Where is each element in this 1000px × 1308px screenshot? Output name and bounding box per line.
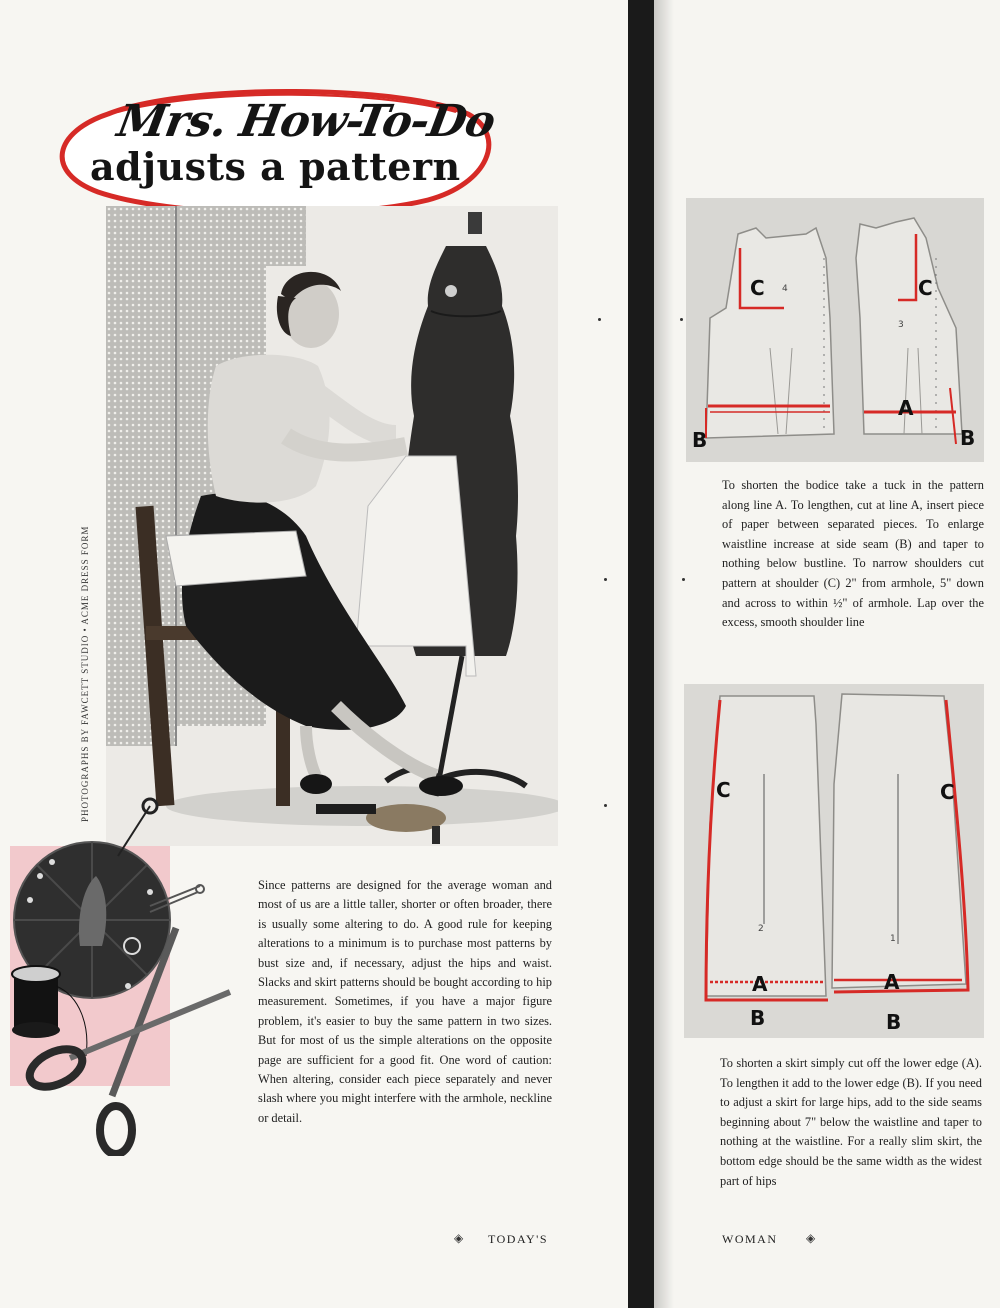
bodice-label-b-front: B: [692, 428, 708, 452]
photo-credit: PHOTOGRAPHS BY FAWCETT STUDIO • ACME DRESS FORM: [80, 525, 90, 822]
skirt-label-a-back: A: [884, 970, 900, 994]
bodice-label-c-front: C: [750, 276, 765, 300]
bodice-pattern-photo: [686, 198, 984, 462]
bodice-piece-number-back: 3: [898, 320, 904, 330]
title-script: Mrs. How-To-Do: [113, 96, 499, 147]
bodice-caption: To shorten the bodice take a tuck in the pattern along line A. To lengthen, cut at line A, insert piece of paper between separated pieces. To enlarge waistline increase at side seam (B) and taper to nothing below bustline. To narrow shoulders cut pattern at shoulder (C) 2" from armhole, 5" down and across to within ½" of armhole. Lap over the excess, smooth shoulder line: [722, 478, 984, 630]
skirt-label-a-front: A: [752, 972, 768, 996]
bodice-piece-number-front: 4: [782, 284, 788, 294]
bodice-label-c-back: C: [918, 276, 933, 300]
bodice-label-b-back: B: [960, 426, 976, 450]
skirt-piece-number-back: 1: [890, 934, 896, 944]
page-title: adjusts a pattern: [90, 144, 461, 189]
skirt-label-b-front: B: [750, 1006, 766, 1030]
main-photo: [106, 206, 558, 846]
diamond-ornament-icon: ◈: [806, 1231, 816, 1245]
diamond-ornament-icon: ◈: [454, 1231, 464, 1245]
skirt-piece-number-front: 2: [758, 924, 764, 934]
bodice-label-a: A: [898, 396, 914, 420]
page-gutter: [628, 0, 654, 1308]
footer-magazine-left: TODAY'S: [488, 1232, 549, 1246]
article-body: Since patterns are designed for the average woman and most of us are a little taller, shorter or often broader, there is usually some altering to do. A good rule for keeping alterations to a minimum is to purchase most patterns by bust size and, if necessary, adjust the hips and waist. Slacks and skirt patterns should be bought according to hip measurement. Sometimes, if you have a major figure problem, it's easier to buy the same pattern in two sizes. But for most of us the simple alterations on the opposite page are sufficient for a good fit. One word of caution: When altering, consider each piece separately and never slash where you might interfere with the armhole, neckline or detail.: [258, 878, 552, 1125]
skirt-label-b-back: B: [886, 1010, 902, 1034]
sewing-tools-illustration: [0, 796, 240, 1156]
footer-magazine-right: WOMAN: [722, 1232, 778, 1246]
skirt-caption: To shorten a skirt simply cut off the lower edge (A). To lengthen it add to the lower edge (B). If you need to adjust a skirt for large hips, add to the side seams beginning about 7" below the waistline and taper to nothing at the waistline. For a really slim skirt, the bottom edge should be the same width as the widest part of hips: [720, 1056, 982, 1188]
skirt-pattern-photo: [684, 684, 984, 1038]
skirt-label-c-front: C: [716, 778, 731, 802]
skirt-label-c-back: C: [940, 780, 955, 804]
